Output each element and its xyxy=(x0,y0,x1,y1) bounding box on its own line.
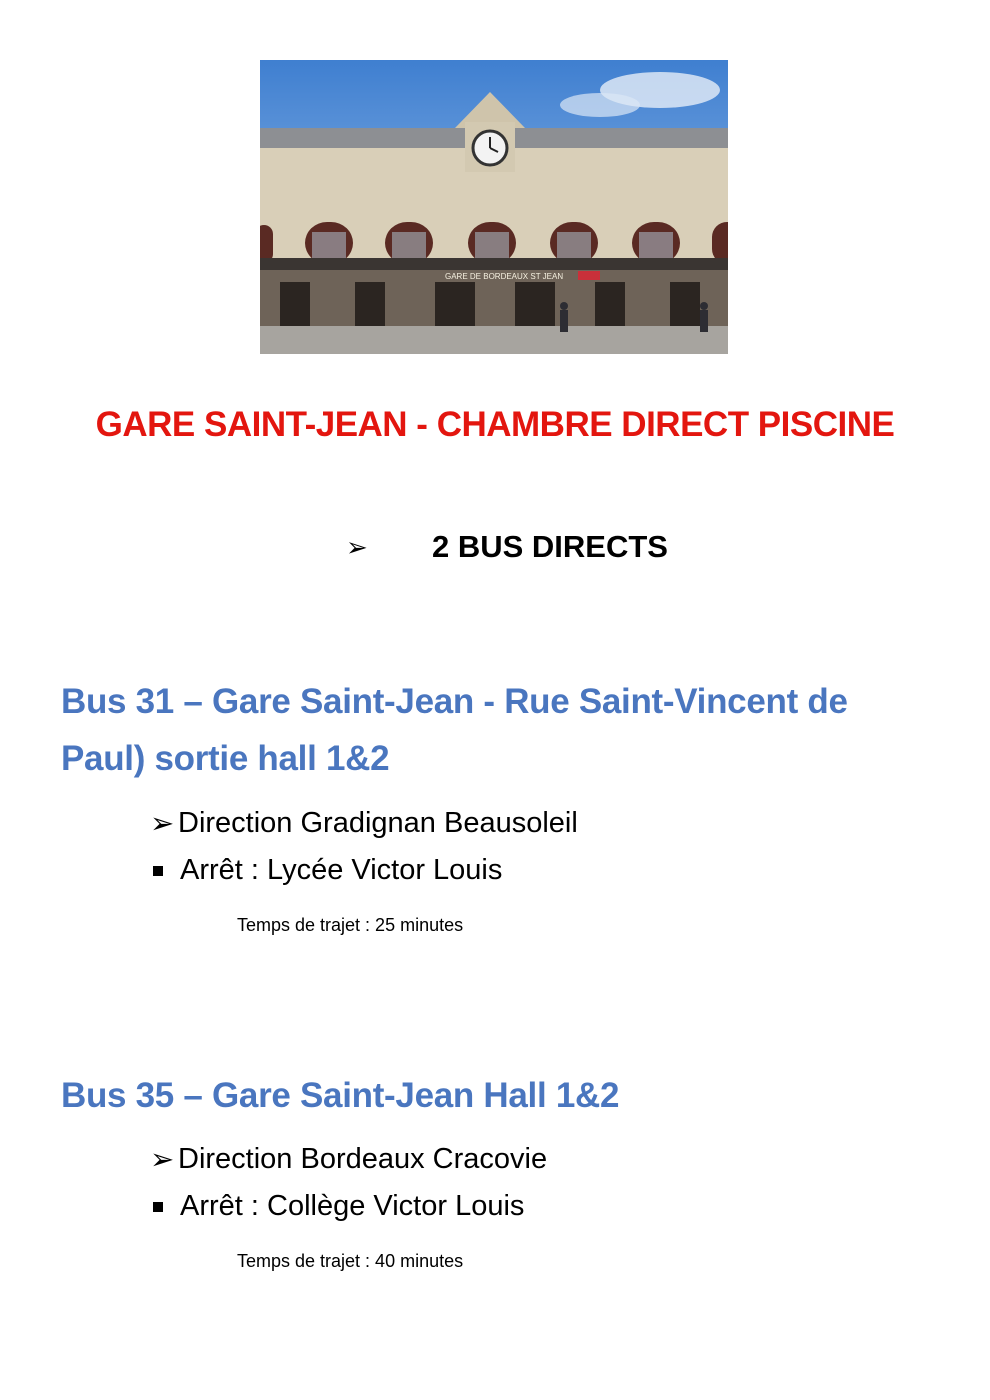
square-bullet-icon xyxy=(153,866,163,876)
page-title: GARE SAINT-JEAN - CHAMBRE DIRECT PISCINE xyxy=(95,405,895,444)
station-photo xyxy=(260,60,728,354)
bus-direction: Direction Gradignan Beausoleil xyxy=(178,807,578,839)
bus-heading: Bus 31 – Gare Saint-Jean - Rue Saint-Vincent de Paul) sortie hall 1&2 xyxy=(61,682,848,778)
list-item xyxy=(150,1142,547,1177)
list-item xyxy=(150,854,502,887)
bus-heading: Bus 35 – Gare Saint-Jean Hall 1&2 xyxy=(61,1076,620,1115)
subtitle: 2 BUS DIRECTS xyxy=(432,529,668,564)
travel-time: Temps de trajet : 40 minutes xyxy=(237,1251,464,1271)
station-sign: GARE DE BORDEAUX ST JEAN xyxy=(445,272,564,281)
arrow-bullet-icon: ➢ xyxy=(150,1144,175,1176)
travel-time: Temps de trajet : 25 minutes xyxy=(237,915,464,935)
list-item xyxy=(150,806,578,841)
arrow-bullet-icon: ➢ xyxy=(150,808,175,840)
arrow-bullet-icon: ➢ xyxy=(346,532,368,562)
bus-stop: Arrêt : Collège Victor Louis xyxy=(180,1190,525,1222)
list-item xyxy=(150,1190,524,1223)
bus-direction: Direction Bordeaux Cracovie xyxy=(178,1143,548,1175)
square-bullet-icon xyxy=(153,1202,163,1212)
bus-stop: Arrêt : Lycée Victor Louis xyxy=(180,854,503,886)
